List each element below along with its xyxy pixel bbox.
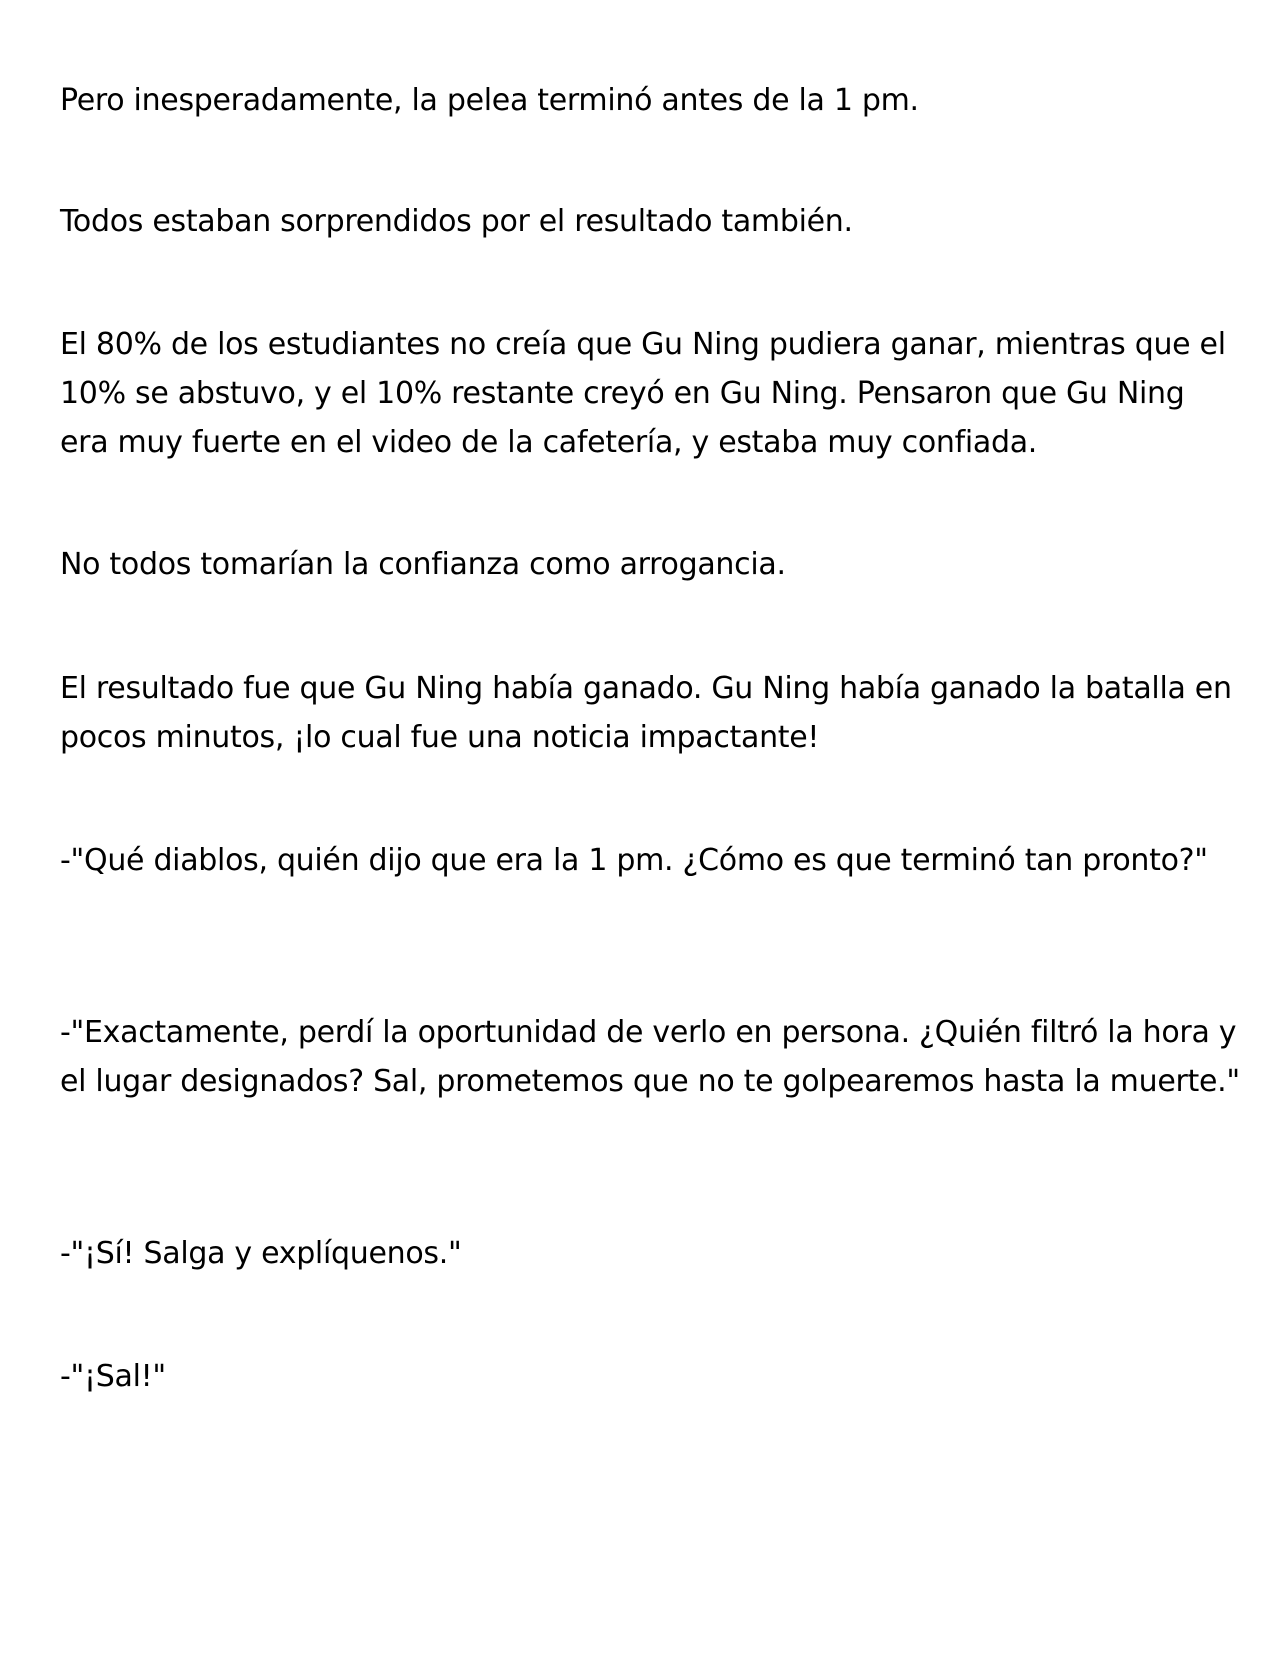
paragraph-5: El resultado fue que Gu Ning había ganado. Gu Ning había ganado la batalla en pocos minutos, ¡lo cual fue una noticia impactante! (60, 671, 1232, 755)
paragraph-2: Todos estaban sorprendidos por el resultado también. (60, 204, 853, 239)
paragraph-3: El 80% de los estudiantes no creía que Gu Ning pudiera ganar, mientras que el 10% se abstuvo, y el 10% restante creyó en Gu Ning. Pensaron que Gu Ning era muy fuerte en el video de la cafetería, y estaba muy confiada. (60, 327, 1226, 460)
paragraph-1: Pero inesperadamente, la pelea terminó antes de la 1 pm. (60, 83, 919, 118)
paragraph-9: -"¡Sal!" (60, 1359, 166, 1394)
paragraph-7: -"Exactamente, perdí la oportunidad de verlo en persona. ¿Quién filtró la hora y el lugar designados? Sal, prometemos que no te golpearemos hasta la muerte." (60, 1015, 1240, 1099)
paragraph-6: -"Qué diablos, quién dijo que era la 1 pm. ¿Cómo es que terminó tan pronto?" (60, 843, 1208, 878)
paragraph-4: No todos tomarían la confianza como arrogancia. (60, 547, 786, 582)
paragraph-8: -"¡Sí! Salga y explíquenos." (60, 1236, 462, 1271)
